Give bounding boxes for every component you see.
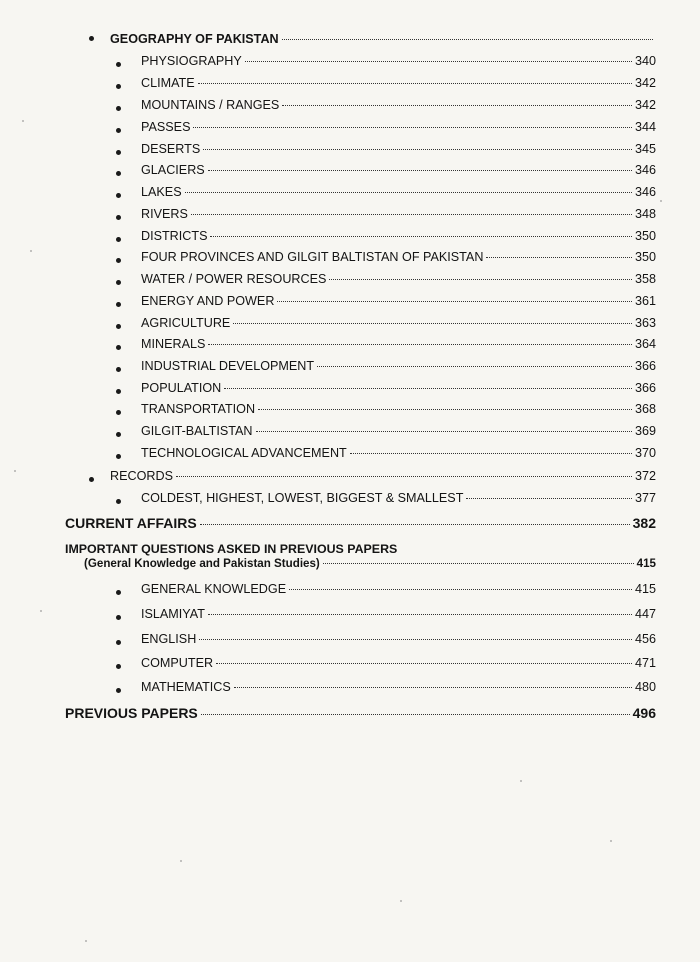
entry-label: TECHNOLOGICAL ADVANCEMENT bbox=[141, 446, 347, 460]
bullet-icon bbox=[89, 36, 94, 41]
toc-entry-mountains bbox=[141, 96, 656, 114]
toc-entry-computer bbox=[141, 654, 656, 672]
scan-speck bbox=[660, 200, 662, 202]
toc-entry-coldest-highest bbox=[141, 489, 656, 507]
scan-speck bbox=[610, 840, 612, 842]
bullet-icon bbox=[116, 193, 121, 198]
dot-leader bbox=[282, 39, 653, 40]
toc-entry-glaciers bbox=[141, 161, 656, 179]
entry-page: 361 bbox=[634, 294, 656, 308]
entry-label: MINERALS bbox=[141, 337, 206, 351]
toc-entry-english bbox=[141, 630, 656, 648]
entry-label: MATHEMATICS bbox=[141, 680, 231, 694]
dot-leader bbox=[191, 214, 632, 215]
dot-leader bbox=[208, 170, 632, 171]
dot-leader bbox=[176, 476, 632, 477]
dot-leader bbox=[210, 236, 632, 237]
entry-label: WATER / POWER RESOURCES bbox=[141, 272, 327, 286]
bullet-icon bbox=[116, 454, 121, 459]
toc-entry-lakes bbox=[141, 183, 656, 201]
entry-label: AGRICULTURE bbox=[141, 316, 231, 330]
bullet-icon bbox=[116, 302, 121, 307]
toc-entry-transportation bbox=[141, 400, 656, 418]
dot-leader bbox=[208, 614, 632, 615]
toc-entry-districts bbox=[141, 227, 656, 245]
entry-label: PHYSIOGRAPHY bbox=[141, 54, 242, 68]
toc-entry-water-power bbox=[141, 270, 656, 288]
section-important-questions-subheading bbox=[84, 555, 656, 573]
dot-leader bbox=[199, 639, 632, 640]
section-records bbox=[110, 467, 656, 485]
toc-entry-islamiyat bbox=[141, 605, 656, 623]
section-geography-of-pakistan bbox=[110, 30, 656, 48]
entry-page: 370 bbox=[634, 446, 656, 460]
entry-label: ENERGY AND POWER bbox=[141, 294, 275, 308]
bullet-icon bbox=[116, 171, 121, 176]
entry-page: 342 bbox=[634, 98, 656, 112]
entry-label: POPULATION bbox=[141, 381, 222, 395]
entry-label: COLDEST, HIGHEST, LOWEST, BIGGEST & SMALLEST bbox=[141, 491, 464, 505]
bullet-icon bbox=[116, 215, 121, 220]
entry-label: GENERAL KNOWLEDGE bbox=[141, 582, 287, 596]
entry-label: MOUNTAINS / RANGES bbox=[141, 98, 280, 112]
bullet-icon bbox=[116, 499, 121, 504]
entry-label: FOUR PROVINCES AND GILGIT BALTISTAN OF PAKISTAN bbox=[141, 250, 484, 264]
toc-entry-gilgit-baltistan bbox=[141, 422, 656, 440]
entry-page: 342 bbox=[634, 76, 656, 90]
toc-entry-technological bbox=[141, 444, 656, 462]
entry-label: TRANSPORTATION bbox=[141, 402, 256, 416]
bullet-icon bbox=[116, 324, 121, 329]
dot-leader bbox=[245, 61, 632, 62]
dot-leader bbox=[201, 714, 630, 715]
entry-page: 372 bbox=[634, 469, 656, 483]
toc-entry-general-knowledge bbox=[141, 580, 656, 598]
scan-speck bbox=[40, 610, 42, 612]
entry-page: 345 bbox=[634, 142, 656, 156]
dot-leader bbox=[193, 127, 632, 128]
bullet-icon bbox=[116, 590, 121, 595]
entry-page: 348 bbox=[634, 207, 656, 221]
bullet-icon bbox=[116, 410, 121, 415]
bullet-icon bbox=[116, 106, 121, 111]
bullet-icon bbox=[116, 128, 121, 133]
entry-page: 471 bbox=[634, 656, 656, 670]
scan-speck bbox=[520, 780, 522, 782]
bullet-icon bbox=[116, 688, 121, 693]
entry-label: LAKES bbox=[141, 185, 182, 199]
entry-label: ISLAMIYAT bbox=[141, 607, 205, 621]
bullet-icon bbox=[116, 432, 121, 437]
section-label: PREVIOUS PAPERS bbox=[65, 705, 198, 721]
dot-leader bbox=[233, 323, 632, 324]
dot-leader bbox=[350, 453, 632, 454]
entry-page: 480 bbox=[634, 680, 656, 694]
dot-leader bbox=[329, 279, 632, 280]
toc-entry-four-provinces bbox=[141, 248, 656, 266]
bullet-icon bbox=[116, 84, 121, 89]
bullet-icon bbox=[116, 389, 121, 394]
section-important-questions-heading: IMPORTANT QUESTIONS ASKED IN PREVIOUS PAPERS bbox=[65, 542, 398, 556]
entry-page: 346 bbox=[634, 185, 656, 199]
toc-entry-climate bbox=[141, 74, 656, 92]
entry-page: 350 bbox=[634, 229, 656, 243]
toc-entry-physiography bbox=[141, 52, 656, 70]
entry-page: 496 bbox=[632, 705, 656, 721]
entry-page: 344 bbox=[634, 120, 656, 134]
entry-page: 364 bbox=[634, 337, 656, 351]
entry-label: PASSES bbox=[141, 120, 191, 134]
entry-label: COMPUTER bbox=[141, 656, 214, 670]
dot-leader bbox=[258, 409, 632, 410]
bullet-icon bbox=[116, 237, 121, 242]
dot-leader bbox=[323, 563, 634, 564]
entry-label: CLIMATE bbox=[141, 76, 195, 90]
entry-label: ENGLISH bbox=[141, 632, 197, 646]
section-label: (General Knowledge and Pakistan Studies) bbox=[84, 557, 320, 570]
section-label: RECORDS bbox=[110, 469, 173, 483]
entry-label: INDUSTRIAL DEVELOPMENT bbox=[141, 359, 315, 373]
entry-label: DESERTS bbox=[141, 142, 201, 156]
section-current-affairs bbox=[65, 514, 656, 532]
dot-leader bbox=[208, 344, 632, 345]
dot-leader bbox=[200, 524, 630, 525]
section-label: GEOGRAPHY OF PAKISTAN bbox=[110, 32, 279, 46]
section-label: CURRENT AFFAIRS bbox=[65, 515, 197, 531]
scan-speck bbox=[85, 940, 87, 942]
bullet-icon bbox=[116, 367, 121, 372]
bullet-icon bbox=[116, 345, 121, 350]
entry-label: RIVERS bbox=[141, 207, 188, 221]
bullet-icon bbox=[116, 615, 121, 620]
entry-page: 350 bbox=[634, 250, 656, 264]
entry-page: 447 bbox=[634, 607, 656, 621]
bullet-icon bbox=[89, 477, 94, 482]
entry-label: DISTRICTS bbox=[141, 229, 208, 243]
toc-entry-deserts bbox=[141, 140, 656, 158]
scan-speck bbox=[180, 860, 182, 862]
entry-page: 366 bbox=[634, 359, 656, 373]
toc-entry-passes bbox=[141, 118, 656, 136]
toc-entry-minerals bbox=[141, 335, 656, 353]
entry-page: 415 bbox=[634, 582, 656, 596]
bullet-icon bbox=[116, 640, 121, 645]
entry-page: 456 bbox=[634, 632, 656, 646]
bullet-icon bbox=[116, 150, 121, 155]
dot-leader bbox=[203, 149, 632, 150]
toc-entry-rivers bbox=[141, 205, 656, 223]
dot-leader bbox=[486, 257, 632, 258]
dot-leader bbox=[466, 498, 632, 499]
toc-entry-industrial bbox=[141, 357, 656, 375]
entry-page: 382 bbox=[632, 515, 656, 531]
scan-speck bbox=[400, 900, 402, 902]
toc-entry-agriculture bbox=[141, 314, 656, 332]
dot-leader bbox=[289, 589, 632, 590]
toc-entry-energy bbox=[141, 292, 656, 310]
entry-label: GLACIERS bbox=[141, 163, 205, 177]
bullet-icon bbox=[116, 62, 121, 67]
dot-leader bbox=[224, 388, 632, 389]
dot-leader bbox=[256, 431, 632, 432]
scan-speck bbox=[14, 470, 16, 472]
bullet-icon bbox=[116, 258, 121, 263]
entry-page: 346 bbox=[634, 163, 656, 177]
entry-page: 340 bbox=[634, 54, 656, 68]
section-previous-papers bbox=[65, 704, 656, 722]
entry-page: 368 bbox=[634, 402, 656, 416]
bullet-icon bbox=[116, 664, 121, 669]
scan-speck bbox=[22, 120, 24, 122]
entry-page: 415 bbox=[636, 557, 656, 570]
dot-leader bbox=[185, 192, 632, 193]
dot-leader bbox=[234, 687, 632, 688]
bullet-icon bbox=[116, 280, 121, 285]
toc-entry-mathematics bbox=[141, 678, 656, 696]
entry-page: 358 bbox=[634, 272, 656, 286]
dot-leader bbox=[216, 663, 632, 664]
entry-page: 377 bbox=[634, 491, 656, 505]
entry-page: 363 bbox=[634, 316, 656, 330]
entry-label: GILGIT-BALTISTAN bbox=[141, 424, 253, 438]
scan-speck bbox=[30, 250, 32, 252]
toc-entry-population bbox=[141, 379, 656, 397]
dot-leader bbox=[317, 366, 632, 367]
entry-page: 366 bbox=[634, 381, 656, 395]
dot-leader bbox=[277, 301, 632, 302]
entry-page: 369 bbox=[634, 424, 656, 438]
dot-leader bbox=[282, 105, 632, 106]
dot-leader bbox=[198, 83, 632, 84]
